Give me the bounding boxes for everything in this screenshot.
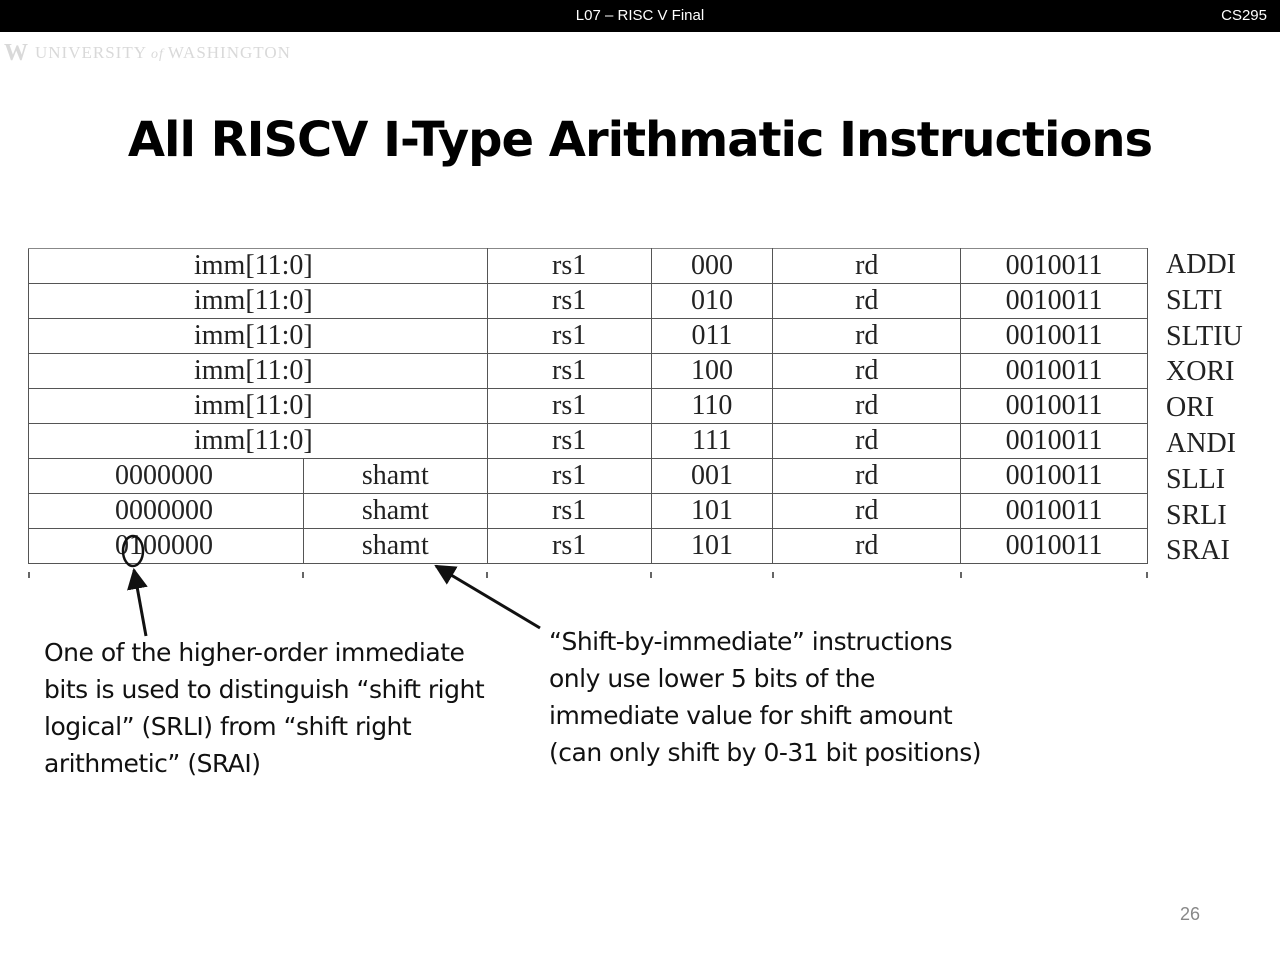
funct3-cell: 011 [651,319,773,354]
rd-cell: rd [773,494,961,529]
table-row [29,494,1148,529]
opcode-cell: 0010011 [961,424,1148,459]
mnemonic-label: SRLI [1166,500,1227,531]
funct3-cell: 000 [651,249,773,284]
imm-field-cell: imm[11:0] [29,249,488,284]
opcode-cell: 0010011 [961,389,1148,424]
mnemonic-label: SLLI [1166,464,1226,495]
rs1-cell: rs1 [487,529,651,564]
instruction-encoding-table [28,248,1148,564]
mnemonic-label: SLTIU [1166,321,1243,352]
upper-imm-cell: 0100000 [29,529,304,564]
table-row [29,354,1148,389]
logo-text-washington: WASHINGTON [167,43,291,62]
funct3-cell: 101 [651,494,773,529]
annotation-line: immediate value for shift amount [549,701,953,730]
upper-imm-cell: 0000000 [29,494,304,529]
page-number: 26 [1180,904,1201,924]
rd-cell: rd [773,354,961,389]
rs1-cell: rs1 [487,424,651,459]
annotation-line: only use lower 5 bits of the [549,664,875,693]
opcode-cell: 0010011 [961,249,1148,284]
rd-cell: rd [773,459,961,494]
imm-field-cell: imm[11:0] [29,284,488,319]
logo-text-of: of [151,47,164,62]
rs1-cell: rs1 [487,319,651,354]
lecture-title: L07 – RISC V Final [575,7,705,24]
annotation-line: (can only shift by 0-31 bit positions) [549,738,982,767]
table-row [29,529,1148,564]
rd-cell: rd [773,389,961,424]
university-logo [4,40,291,64]
shamt-cell: shamt [303,459,487,494]
opcode-cell: 0010011 [961,319,1148,354]
funct3-cell: 101 [651,529,773,564]
opcode-cell: 0010011 [961,459,1148,494]
upper-imm-cell: 0000000 [29,459,304,494]
rs1-cell: rs1 [487,494,651,529]
annotation-line: arithmetic” (SRAI) [44,749,261,778]
cropped-row-divider [960,572,962,578]
imm-field-cell: imm[11:0] [29,354,488,389]
rd-cell: rd [773,424,961,459]
logo-w-mark: W [4,40,29,66]
rs1-cell: rs1 [487,249,651,284]
rs1-cell: rs1 [487,354,651,389]
annotation-line: One of the higher-order immediate [44,638,465,667]
annotation-line: logical” (SRLI) from “shift right [44,712,412,741]
funct3-cell: 110 [651,389,773,424]
shamt-cell: shamt [303,529,487,564]
mnemonic-label: XORI [1166,356,1235,387]
annotation-line: “Shift-by-immediate” instructions [549,627,953,656]
imm-field-cell: imm[11:0] [29,319,488,354]
shamt-cell: shamt [303,494,487,529]
rs1-cell: rs1 [487,284,651,319]
mnemonic-label: SRAI [1166,535,1230,566]
cropped-row-divider [772,572,774,578]
cropped-row-divider [28,572,30,578]
rs1-cell: rs1 [487,389,651,424]
table-row [29,424,1148,459]
funct3-cell: 111 [651,424,773,459]
opcode-cell: 0010011 [961,494,1148,529]
opcode-cell: 0010011 [961,354,1148,389]
table-row [29,249,1148,284]
opcode-cell: 0010011 [961,284,1148,319]
table-row [29,459,1148,494]
rs1-cell: rs1 [487,459,651,494]
rd-cell: rd [773,249,961,284]
mnemonic-label: SLTI [1166,285,1223,316]
rd-cell: rd [773,529,961,564]
cropped-row-divider [1146,572,1148,578]
table-row [29,389,1148,424]
rd-cell: rd [773,319,961,354]
funct3-cell: 001 [651,459,773,494]
mnemonic-label: ORI [1166,392,1215,423]
cropped-row-divider [302,572,304,578]
slide-header-bar [0,0,1280,32]
cropped-row-divider [650,572,652,578]
table-row [29,284,1148,319]
course-code: CS295 [1221,7,1267,24]
funct3-cell: 010 [651,284,773,319]
opcode-cell: 0010011 [961,529,1148,564]
encoding-table-body [29,249,1148,564]
imm-field-cell: imm[11:0] [29,424,488,459]
shamt-explanation [549,623,981,771]
table-row [29,319,1148,354]
srli-srai-explanation [44,634,484,782]
cropped-row-divider [486,572,488,578]
slide-title: All RISCV I-Type Arithmatic Instructions [127,112,1153,168]
arrow-to-bit [134,570,146,636]
imm-field-cell: imm[11:0] [29,389,488,424]
funct3-cell: 100 [651,354,773,389]
annotation-line: bits is used to distinguish “shift right [44,675,485,704]
rd-cell: rd [773,284,961,319]
logo-text-university: UNIVERSITY [35,43,147,62]
mnemonic-label: ADDI [1166,249,1236,280]
mnemonic-label: ANDI [1166,428,1236,459]
cropped-next-row [28,572,1258,578]
